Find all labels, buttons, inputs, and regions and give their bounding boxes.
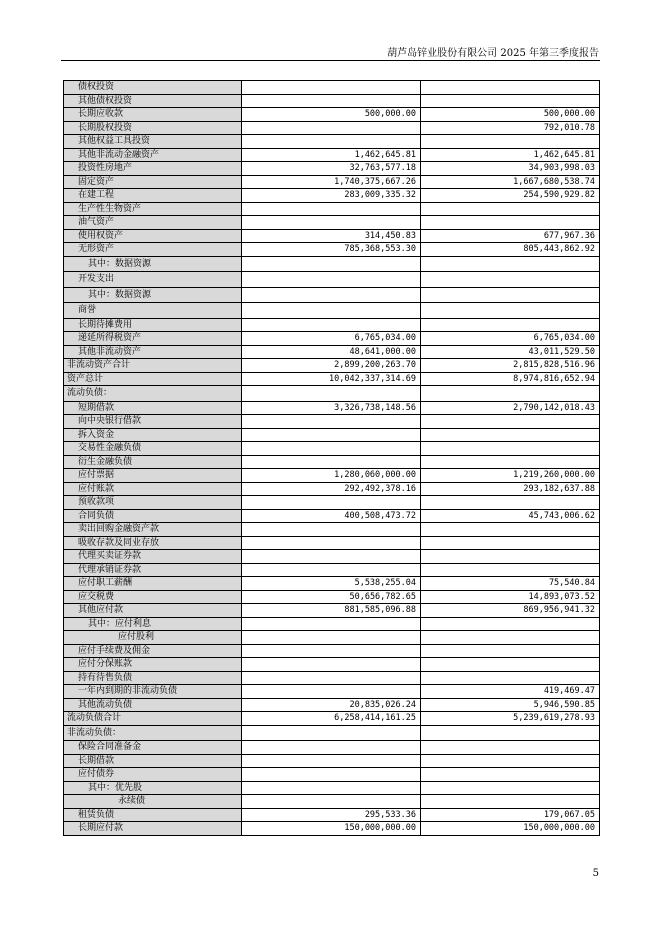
table-row — [64, 795, 600, 809]
period-end-value — [242, 81, 421, 95]
row-label: 长期借款 — [64, 754, 242, 768]
year-start-value — [421, 442, 600, 456]
period-end-value: 6,765,034.00 — [242, 332, 421, 346]
year-start-value: 500,000.00 — [421, 108, 600, 122]
row-label: 应付股利 — [64, 631, 242, 645]
row-label: 长期股权投资 — [64, 121, 242, 135]
row-label: 非流动资产合计 — [64, 359, 242, 373]
year-start-value: 6,765,034.00 — [421, 332, 600, 346]
row-label: 衍生金融负债 — [64, 455, 242, 469]
table-row — [64, 550, 600, 564]
period-end-value — [242, 631, 421, 645]
row-label: 应付职工薪酬 — [64, 577, 242, 591]
year-start-value: 293,182,637.88 — [421, 482, 600, 496]
balance-sheet-table — [63, 80, 600, 836]
period-end-value: 5,538,255.04 — [242, 577, 421, 591]
period-end-value — [242, 617, 421, 631]
row-label: 应付手续费及佣金 — [64, 644, 242, 658]
row-label: 长期应付款 — [64, 822, 242, 836]
row-label: 交易性金融负债 — [64, 442, 242, 456]
table-row — [64, 590, 600, 604]
period-end-value: 32,763,577.18 — [242, 162, 421, 176]
period-end-value — [242, 455, 421, 469]
table-row — [64, 631, 600, 645]
row-label: 保险合同准备金 — [64, 741, 242, 755]
period-end-value: 400,508,473.72 — [242, 509, 421, 523]
table-row — [64, 604, 600, 618]
period-end-value — [242, 442, 421, 456]
period-end-value: 50,656,782.65 — [242, 590, 421, 604]
row-label: 持有待售负债 — [64, 671, 242, 685]
row-label: 在建工程 — [64, 189, 242, 203]
row-label: 其中：优先股 — [64, 781, 242, 795]
table-row — [64, 725, 600, 741]
row-label: 投资性房地产 — [64, 162, 242, 176]
period-end-value: 2,899,200,263.70 — [242, 359, 421, 373]
period-end-value — [242, 725, 421, 741]
year-start-value: 43,011,529.50 — [421, 345, 600, 359]
year-start-value — [421, 272, 600, 288]
period-end-value — [242, 287, 421, 303]
period-end-value — [242, 563, 421, 577]
table-row — [64, 523, 600, 537]
year-start-value — [421, 563, 600, 577]
row-label: 其中：数据资源 — [64, 256, 242, 272]
year-start-value: 1,219,260,000.00 — [421, 469, 600, 483]
row-label: 应付债券 — [64, 768, 242, 782]
row-label: 应付票据 — [64, 469, 242, 483]
year-start-value — [421, 741, 600, 755]
year-start-value — [421, 318, 600, 332]
table-row — [64, 272, 600, 288]
year-start-value — [421, 536, 600, 550]
balance-sheet-body — [64, 81, 600, 836]
row-label: 其他应付款 — [64, 604, 242, 618]
year-start-value — [421, 781, 600, 795]
year-start-value: 179,067.05 — [421, 808, 600, 822]
row-label: 向中央银行借款 — [64, 415, 242, 429]
table-row — [64, 372, 600, 386]
period-end-value — [242, 94, 421, 108]
year-start-value — [421, 386, 600, 402]
row-label: 长期待摊费用 — [64, 318, 242, 332]
row-label: 拆入资金 — [64, 428, 242, 442]
row-label: 固定资产 — [64, 175, 242, 189]
period-end-value — [242, 318, 421, 332]
period-end-value — [242, 671, 421, 685]
period-end-value — [242, 781, 421, 795]
year-start-value — [421, 754, 600, 768]
year-start-value — [421, 428, 600, 442]
year-start-value: 150,000,000.00 — [421, 822, 600, 836]
year-start-value: 869,956,941.32 — [421, 604, 600, 618]
table-row — [64, 216, 600, 230]
period-end-value: 292,492,378.16 — [242, 482, 421, 496]
period-end-value — [242, 386, 421, 402]
year-start-value: 677,967.36 — [421, 229, 600, 243]
header-divider — [61, 60, 600, 61]
period-end-value — [242, 415, 421, 429]
table-row — [64, 345, 600, 359]
row-label: 代理买卖证券款 — [64, 550, 242, 564]
year-start-value — [421, 135, 600, 149]
table-row — [64, 781, 600, 795]
period-end-value — [242, 536, 421, 550]
table-row — [64, 386, 600, 402]
table-row — [64, 428, 600, 442]
year-start-value — [421, 81, 600, 95]
period-end-value: 6,258,414,161.25 — [242, 712, 421, 726]
table-row — [64, 496, 600, 510]
year-start-value — [421, 455, 600, 469]
period-end-value — [242, 496, 421, 510]
period-end-value: 500,000.00 — [242, 108, 421, 122]
year-start-value: 1,667,680,538.74 — [421, 175, 600, 189]
table-row — [64, 577, 600, 591]
table-row — [64, 536, 600, 550]
period-end-value — [242, 644, 421, 658]
year-start-value — [421, 768, 600, 782]
row-label: 流动负债合计 — [64, 712, 242, 726]
period-end-value: 20,835,026.24 — [242, 698, 421, 712]
period-end-value — [242, 658, 421, 672]
report-header-title: 葫芦岛锌业股份有限公司 2025 年第三季度报告 — [387, 48, 599, 59]
table-row — [64, 712, 600, 726]
year-start-value: 34,903,998.03 — [421, 162, 600, 176]
row-label: 其中：数据资源 — [64, 287, 242, 303]
year-start-value — [421, 658, 600, 672]
page-number: 5 — [592, 868, 599, 879]
table-row — [64, 808, 600, 822]
year-start-value — [421, 523, 600, 537]
year-start-value: 5,946,590.85 — [421, 698, 600, 712]
year-start-value: 14,893,073.52 — [421, 590, 600, 604]
table-row — [64, 415, 600, 429]
period-end-value: 1,462,645.81 — [242, 148, 421, 162]
period-end-value — [242, 121, 421, 135]
period-end-value — [242, 135, 421, 149]
year-start-value — [421, 415, 600, 429]
row-label: 商誉 — [64, 303, 242, 319]
table-row — [64, 256, 600, 272]
row-label: 非流动负债： — [64, 725, 242, 741]
row-label: 债权投资 — [64, 81, 242, 95]
row-label: 流动负债： — [64, 386, 242, 402]
table-row — [64, 108, 600, 122]
table-row — [64, 162, 600, 176]
period-end-value — [242, 523, 421, 537]
row-label: 资产总计 — [64, 372, 242, 386]
period-end-value: 283,009,335.32 — [242, 189, 421, 203]
row-label: 合同负债 — [64, 509, 242, 523]
period-end-value: 314,450.83 — [242, 229, 421, 243]
row-label: 开发支出 — [64, 272, 242, 288]
year-start-value — [421, 256, 600, 272]
row-label: 吸收存款及同业存放 — [64, 536, 242, 550]
year-start-value — [421, 617, 600, 631]
row-label: 其中：应付利息 — [64, 617, 242, 631]
table-row — [64, 189, 600, 203]
row-label: 使用权资产 — [64, 229, 242, 243]
year-start-value — [421, 216, 600, 230]
period-end-value — [242, 550, 421, 564]
year-start-value — [421, 550, 600, 564]
period-end-value — [242, 754, 421, 768]
table-row — [64, 287, 600, 303]
year-start-value: 75,540.84 — [421, 577, 600, 591]
period-end-value — [242, 741, 421, 755]
row-label: 租赁负债 — [64, 808, 242, 822]
period-end-value: 1,740,375,667.26 — [242, 175, 421, 189]
period-end-value: 1,280,060,000.00 — [242, 469, 421, 483]
year-start-value — [421, 94, 600, 108]
period-end-value: 48,641,000.00 — [242, 345, 421, 359]
period-end-value — [242, 216, 421, 230]
year-start-value — [421, 671, 600, 685]
table-row — [64, 685, 600, 699]
table-row — [64, 509, 600, 523]
table-row — [64, 482, 600, 496]
table-row — [64, 303, 600, 319]
period-end-value — [242, 685, 421, 699]
table-row — [64, 455, 600, 469]
year-start-value — [421, 287, 600, 303]
row-label: 代理承销证券款 — [64, 563, 242, 577]
row-label: 卖出回购金融资产款 — [64, 523, 242, 537]
period-end-value — [242, 768, 421, 782]
year-start-value: 419,469.47 — [421, 685, 600, 699]
table-row — [64, 229, 600, 243]
table-row — [64, 81, 600, 95]
year-start-value: 2,815,828,516.96 — [421, 359, 600, 373]
year-start-value: 45,743,006.62 — [421, 509, 600, 523]
row-label: 其他债权投资 — [64, 94, 242, 108]
year-start-value — [421, 644, 600, 658]
table-row — [64, 121, 600, 135]
period-end-value: 10,042,337,314.69 — [242, 372, 421, 386]
year-start-value — [421, 631, 600, 645]
year-start-value — [421, 496, 600, 510]
year-start-value: 8,974,816,652.94 — [421, 372, 600, 386]
table-row — [64, 442, 600, 456]
table-row — [64, 332, 600, 346]
table-row — [64, 698, 600, 712]
period-end-value — [242, 428, 421, 442]
row-label: 长期应收款 — [64, 108, 242, 122]
table-row — [64, 671, 600, 685]
year-start-value: 5,239,619,278.93 — [421, 712, 600, 726]
table-row — [64, 617, 600, 631]
period-end-value: 150,000,000.00 — [242, 822, 421, 836]
table-row — [64, 175, 600, 189]
row-label: 一年内到期的非流动负债 — [64, 685, 242, 699]
row-label: 应付账款 — [64, 482, 242, 496]
row-label: 其他权益工具投资 — [64, 135, 242, 149]
table-row — [64, 135, 600, 149]
row-label: 应交税费 — [64, 590, 242, 604]
table-row — [64, 658, 600, 672]
table-row — [64, 563, 600, 577]
table-row — [64, 359, 600, 373]
year-start-value — [421, 795, 600, 809]
table-row — [64, 469, 600, 483]
year-start-value — [421, 725, 600, 741]
table-row — [64, 741, 600, 755]
period-end-value — [242, 202, 421, 216]
year-start-value: 805,443,862.92 — [421, 243, 600, 257]
row-label: 无形资产 — [64, 243, 242, 257]
row-label: 生产性生物资产 — [64, 202, 242, 216]
row-label: 油气资产 — [64, 216, 242, 230]
row-label: 永续债 — [64, 795, 242, 809]
period-end-value: 3,326,738,148.56 — [242, 401, 421, 415]
year-start-value: 2,790,142,018.43 — [421, 401, 600, 415]
period-end-value: 295,533.36 — [242, 808, 421, 822]
row-label: 预收款项 — [64, 496, 242, 510]
year-start-value — [421, 303, 600, 319]
table-row — [64, 243, 600, 257]
table-row — [64, 148, 600, 162]
period-end-value — [242, 256, 421, 272]
period-end-value: 785,368,553.30 — [242, 243, 421, 257]
period-end-value — [242, 795, 421, 809]
table-row — [64, 94, 600, 108]
table-row — [64, 754, 600, 768]
period-end-value: 881,585,096.88 — [242, 604, 421, 618]
table-row — [64, 644, 600, 658]
period-end-value — [242, 272, 421, 288]
row-label: 递延所得税资产 — [64, 332, 242, 346]
table-row — [64, 202, 600, 216]
row-label: 其他非流动金融资产 — [64, 148, 242, 162]
table-row — [64, 822, 600, 836]
table-row — [64, 401, 600, 415]
row-label: 其他非流动资产 — [64, 345, 242, 359]
table-row — [64, 318, 600, 332]
period-end-value — [242, 303, 421, 319]
year-start-value: 254,590,929.82 — [421, 189, 600, 203]
row-label: 其他流动负债 — [64, 698, 242, 712]
year-start-value — [421, 202, 600, 216]
row-label: 应付分保账款 — [64, 658, 242, 672]
year-start-value: 1,462,645.81 — [421, 148, 600, 162]
row-label: 短期借款 — [64, 401, 242, 415]
year-start-value: 792,010.78 — [421, 121, 600, 135]
table-row — [64, 768, 600, 782]
